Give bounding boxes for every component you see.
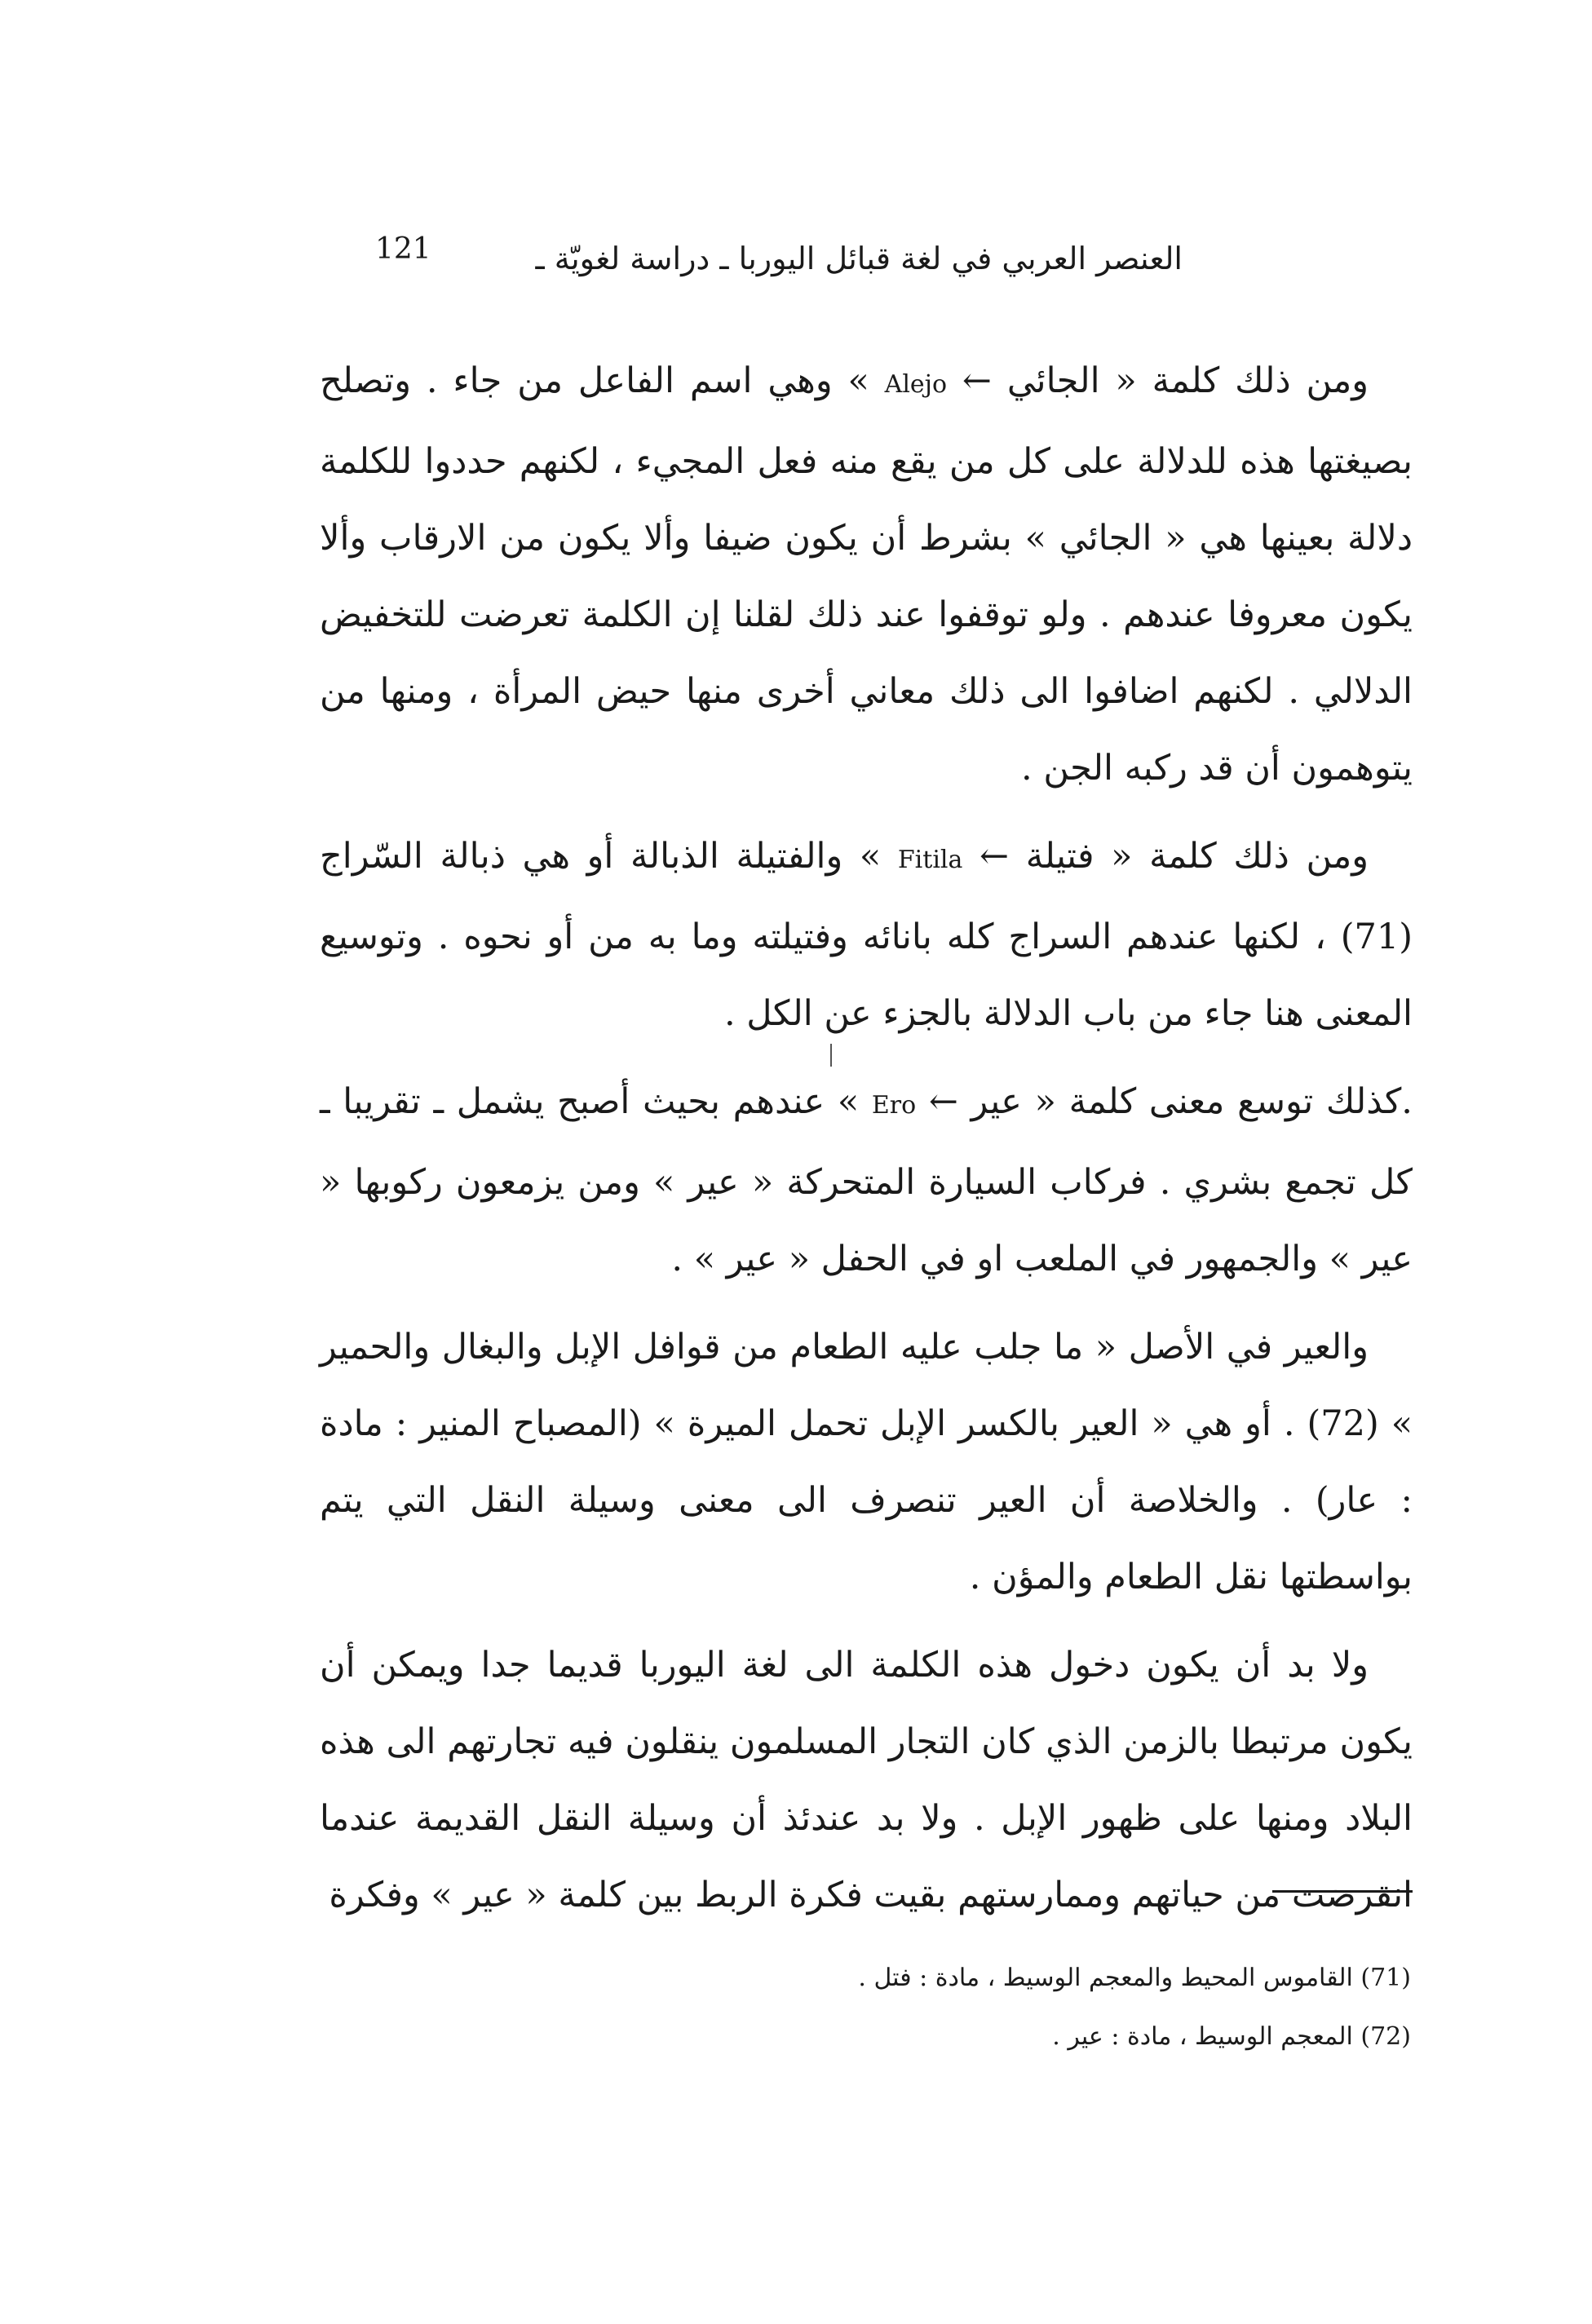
paragraph-1-latin-term: Alejo — [884, 370, 948, 399]
paragraph-5 — [320, 1627, 1413, 1933]
paragraph-4-text: والعير في الأصل « ما جلب عليه الطعام من قوافل الإبل والبغال والحمير » (72) . أو هي « العير بالكسر الإبل تحمل الميرة » (المصباح المنير : مادة : عار) . والخلاصة أن العير تنصرف الى معنى وسيلة النقل التي يتم بواسطتها نقل الطعام والمؤن . — [320, 1327, 1413, 1597]
paragraph-1-text-end: » وهي اسم الفاعل من جاء . وتصلح بصيغتها هذه للدلالة على كل من يقع منه فعل المجيء ، لكنهم حددوا للكلمة دلالة بعينها هي « الجائي » بشرط أن يكون ضيفا وألا يكون من الارقاب وألا يكون معروفا عندهم . ولو توقفوا عند ذلك لقلنا إن الكلمة تعرضت للتخفيض الدلالي . لكنهم اضافوا الى ذلك معاني أخرى منها حيض المرأة ، ومنها من يتوهمون أن قد ركبه الجن . — [320, 360, 1413, 789]
paragraph-1-text-start: ومن ذلك كلمة « الجائي ← — [947, 360, 1369, 401]
running-title: العنصر العربي في لغة قبائل اليوربا ـ دراسة لغويّة ـ — [535, 241, 1183, 276]
page-number: 121 — [375, 232, 431, 266]
paragraph-3-latin-term: Ero — [871, 1091, 917, 1120]
paragraph-4 — [320, 1309, 1413, 1615]
footnote-71: (71) القاموس المحيط والمعجم الوسيط ، مادة : فتل . — [858, 1964, 1411, 1992]
paragraph-3-text-end: » عندهم بحيث أصبح يشمل ـ تقريبا ـ كل تجمع بشري . فركاب السيارة المتحركة « عير » ومن يزمعون ركوبها « عير » والجمهور في الملعب او في الحفل « عير » . — [320, 1081, 1413, 1279]
paragraph-3-text-start: .كذلك توسع معنى كلمة « عير ← — [916, 1081, 1413, 1122]
page-header — [318, 232, 1183, 298]
paragraph-1 — [320, 342, 1413, 806]
paragraph-2-text-start: ومن ذلك كلمة « فتيلة ← — [962, 836, 1369, 877]
footnotes — [734, 1949, 1411, 2066]
paragraph-2 — [320, 818, 1413, 1052]
body-text — [320, 342, 1413, 1945]
paragraph-2-text-end: » والفتيلة الذبالة أو هي ذبالة السّراج (71) ، لكنها عندهم السراج كله بانائه وفتيلته وما به من أو نحوه . وتوسيع المعنى هنا جاء من باب الدلالة بالجزء عن الكل . — [320, 836, 1413, 1034]
margin-mark — [830, 1044, 832, 1067]
paragraph-2-latin-term: Fitila — [897, 846, 963, 874]
footnote-divider — [1272, 1890, 1413, 1893]
paragraph-5-text: ولا بد أن يكون دخول هذه الكلمة الى لغة اليوربا قديما جدا ويمكن أن يكون مرتبطا بالزمن الذي كان التجار المسلمون ينقلون فيه تجارتهم الى هذه البلاد ومنها على ظهور الإبل . ولا بد عندئذ أن وسيلة النقل القديمة عندما انقرضت من حياتهم وممارستهم بقيت فكرة الربط بين كلمة « عير » وفكرة — [320, 1645, 1413, 1915]
paragraph-3 — [320, 1063, 1413, 1297]
footnote-72: (72) المعجم الوسيط ، مادة : عير . — [1052, 2022, 1411, 2051]
